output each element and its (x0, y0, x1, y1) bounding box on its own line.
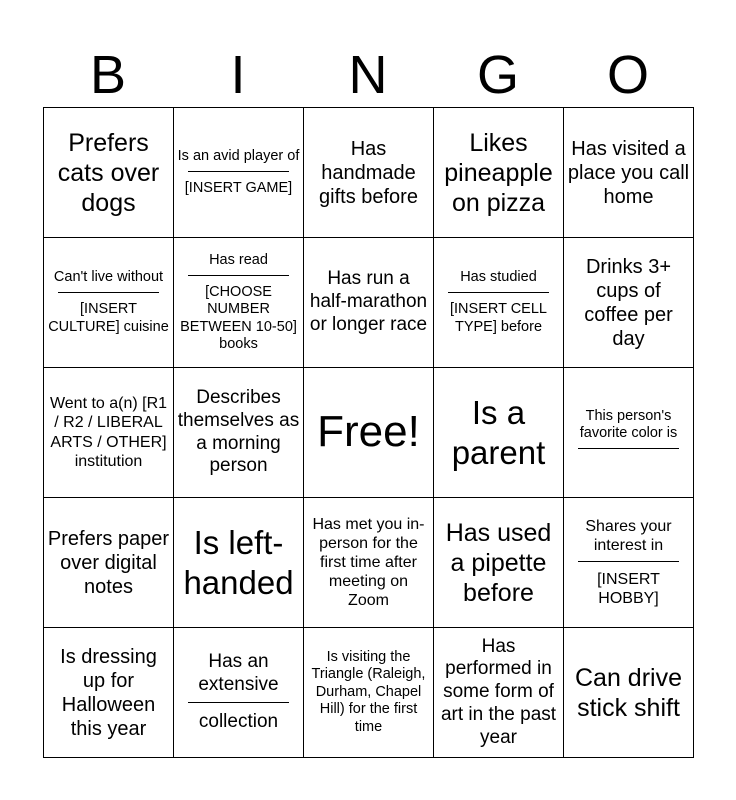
cell-text: [CHOOSE NUMBER BETWEEN 10-50] books (180, 283, 297, 353)
cell-text: Went to a(n) [R1 / R2 / LIBERAL ARTS / OTHER] institution (49, 395, 168, 470)
cell-text: Is left-handed (183, 523, 294, 601)
blank-line (188, 275, 289, 276)
blank-line (448, 292, 549, 293)
cell-text: Has read (209, 251, 268, 268)
cell-text: collection (198, 711, 279, 733)
bingo-cell[interactable] (174, 368, 304, 498)
bingo-cell[interactable] (434, 238, 564, 368)
bingo-cell[interactable] (434, 368, 564, 498)
cell-text: Likes pineapple on pizza (444, 128, 553, 217)
cell-text: Prefers paper over digital notes (47, 527, 170, 598)
bingo-cell[interactable] (174, 628, 304, 758)
cell-text: Drinks 3+ cups of coffee per day (584, 255, 673, 350)
bingo-cell[interactable] (434, 498, 564, 628)
bingo-cell[interactable] (174, 498, 304, 628)
cell-text: Has performed in some form of art in the past year (440, 635, 557, 748)
bingo-cell[interactable] (174, 238, 304, 368)
cell-text: Has studied (460, 268, 537, 285)
cell-text: This person's favorite color is (579, 407, 678, 441)
cell-text: Describes themselves as a morning person (177, 386, 300, 477)
grid-row (44, 368, 694, 498)
bingo-cell[interactable] (304, 238, 434, 368)
cell-text: Is an avid player of (177, 147, 300, 164)
bingo-cell[interactable] (44, 368, 174, 498)
blank-line (578, 561, 679, 562)
grid-row (44, 498, 694, 628)
header-letter-g: G (476, 45, 519, 105)
blank-line (58, 292, 159, 293)
header-letter-o: O (606, 45, 649, 105)
blank-line (188, 171, 289, 172)
bingo-cell[interactable] (434, 628, 564, 758)
cell-text: [INSERT CELL TYPE] before (450, 301, 547, 335)
grid-row (44, 238, 694, 368)
bingo-cell[interactable] (434, 108, 564, 238)
header-letter-b: B (89, 45, 127, 105)
cell-text: [INSERT HOBBY] (597, 571, 660, 608)
bingo-cell[interactable] (304, 498, 434, 628)
bingo-grid (43, 107, 694, 758)
cell-text: Has used a pipette before (445, 518, 552, 607)
cell-text: Has handmade gifts before (319, 137, 418, 208)
bingo-cell[interactable] (44, 628, 174, 758)
cell-text: Can drive stick shift (575, 663, 682, 722)
grid-row (44, 628, 694, 758)
cell-text: Is visiting the Triangle (Raleigh, Durham, Chapel Hill) for the first time (311, 649, 426, 735)
bingo-cell[interactable] (44, 238, 174, 368)
bingo-cell[interactable] (44, 498, 174, 628)
bingo-cell[interactable] (304, 108, 434, 238)
cell-text: Can't live without (53, 268, 164, 285)
cell-text: [INSERT GAME] (184, 180, 293, 196)
cell-text: Has visited a place you call home (567, 137, 690, 208)
cell-text: Has an extensive (198, 650, 279, 695)
bingo-cell[interactable] (304, 628, 434, 758)
bingo-cell[interactable] (44, 108, 174, 238)
grid-row (44, 108, 694, 238)
bingo-cell[interactable] (564, 498, 694, 628)
cell-text: Is dressing up for Halloween this year (60, 645, 157, 740)
bingo-cell[interactable] (564, 108, 694, 238)
cell-text: [INSERT CULTURE] cuisine (48, 301, 169, 335)
free-cell[interactable] (304, 368, 434, 498)
blank-line (188, 702, 289, 703)
header-letter-i: I (230, 45, 246, 105)
cell-text: Has run a half-marathon or longer race (309, 268, 428, 335)
cell-text: Is a parent (451, 393, 546, 471)
cell-text: Has met you in-person for the first time after meeting on Zoom (312, 515, 425, 610)
blank-line (578, 448, 679, 449)
bingo-cell[interactable] (564, 238, 694, 368)
free-text: Free! (317, 407, 420, 457)
bingo-cell[interactable] (174, 108, 304, 238)
bingo-header (43, 42, 693, 108)
cell-text: Shares your interest in (585, 517, 672, 554)
header-letter-n: N (348, 45, 388, 105)
bingo-cell[interactable] (564, 368, 694, 498)
bingo-cell[interactable] (564, 628, 694, 758)
cell-text: Prefers cats over dogs (57, 128, 160, 217)
